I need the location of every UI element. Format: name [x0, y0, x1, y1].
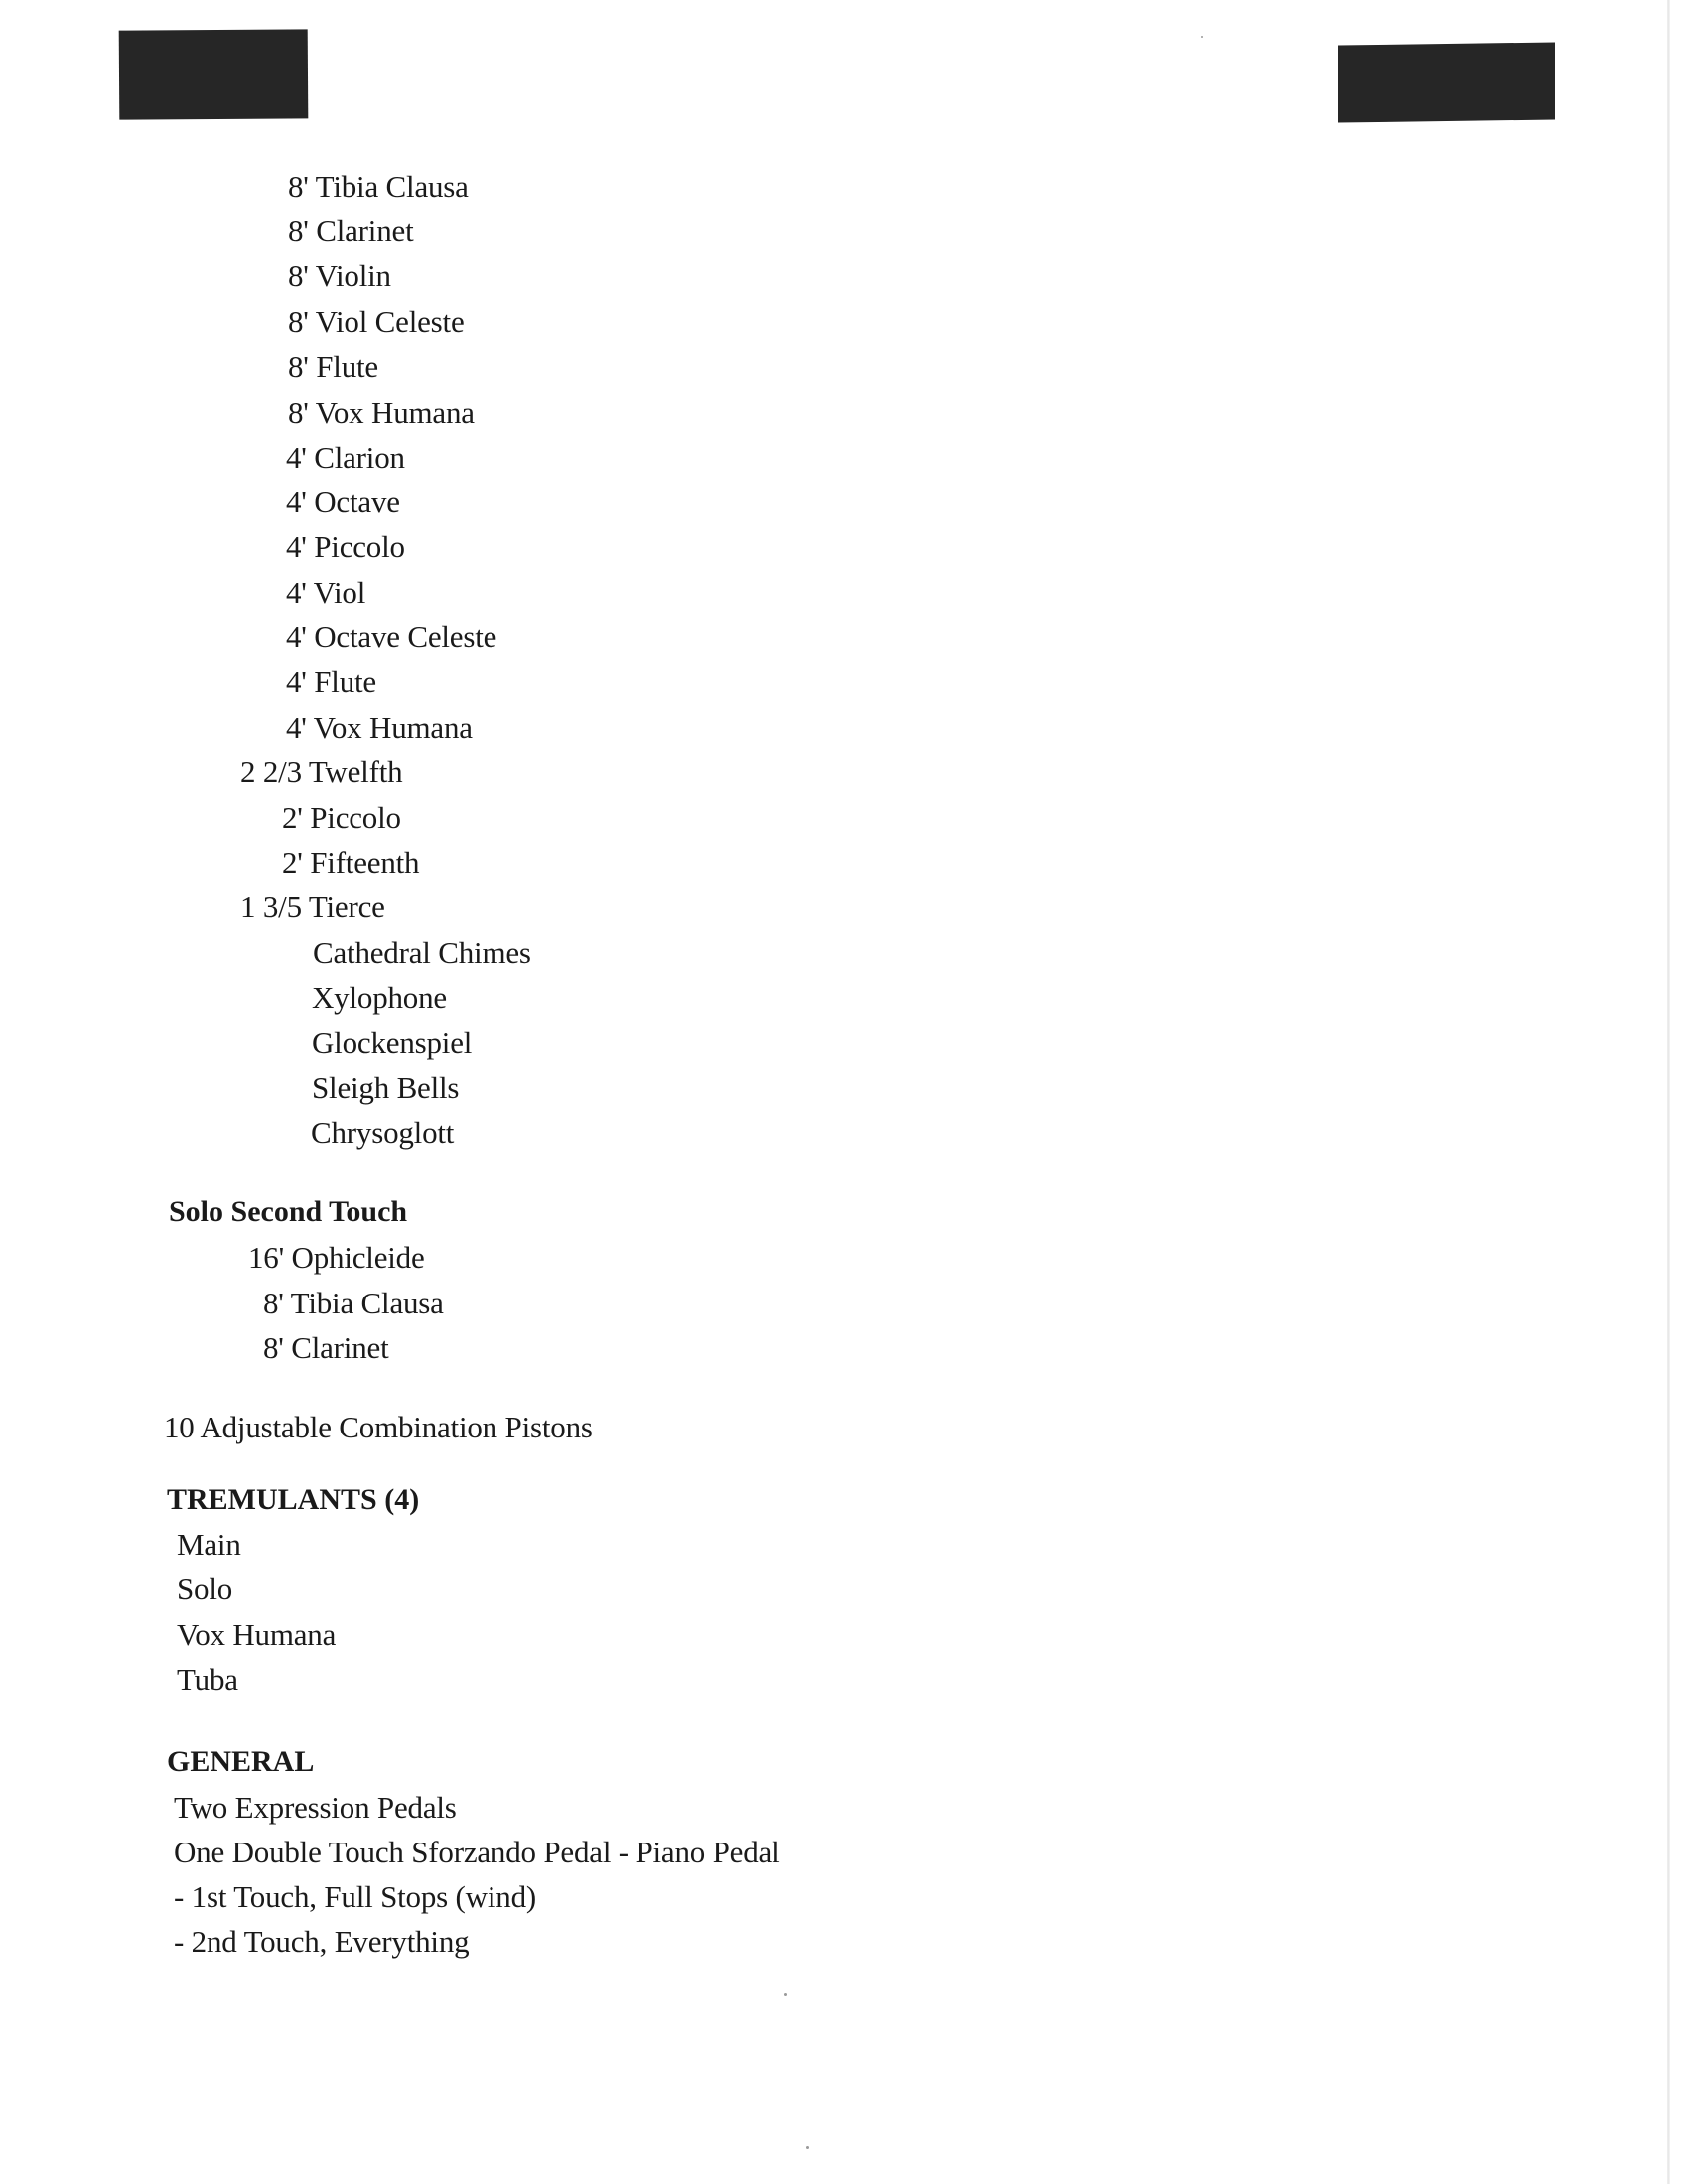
stop-list-item: 2' Piccolo [282, 800, 401, 835]
stop-list-item: Cathedral Chimes [313, 935, 531, 970]
general-item: One Double Touch Sforzando Pedal - Piano Pedal [174, 1835, 780, 1869]
stop-list-item: 4' Viol [286, 575, 366, 610]
stop-list-item: 4' Vox Humana [286, 710, 473, 745]
general-item: Two Expression Pedals [174, 1790, 457, 1825]
tremulant-item: Tuba [177, 1662, 238, 1697]
stop-list-item: 8' Violin [288, 258, 391, 293]
stop-list-item: 4' Octave [286, 484, 400, 519]
stop-list-item: 8' Flute [288, 349, 378, 384]
tremulants-heading: TREMULANTS (4) [167, 1483, 420, 1516]
general-item: - 2nd Touch, Everything [174, 1924, 470, 1959]
general-item: - 1st Touch, Full Stops (wind) [174, 1879, 537, 1914]
stop-list-item: 4' Octave Celeste [286, 619, 497, 654]
solo-second-touch-heading: Solo Second Touch [169, 1195, 408, 1228]
scan-speck [784, 1993, 787, 1996]
tremulant-item: Solo [177, 1571, 233, 1606]
stop-list-item: 4' Piccolo [286, 529, 405, 564]
tremulant-item: Main [177, 1527, 241, 1562]
redaction-block-right [1338, 42, 1555, 122]
solo-second-touch-item: 16' Ophicleide [248, 1240, 425, 1275]
solo-second-touch-item: 8' Clarinet [263, 1330, 389, 1365]
stop-list-item: Sleigh Bells [312, 1070, 460, 1105]
stop-list-item: 2' Fifteenth [282, 845, 420, 880]
stop-list-item: 8' Vox Humana [288, 395, 475, 430]
stop-list-item: 8' Tibia Clausa [288, 169, 469, 204]
scan-page-edge [1667, 0, 1670, 2184]
stop-list-item: 1 3/5 Tierce [240, 889, 385, 924]
tremulant-item: Vox Humana [177, 1617, 337, 1652]
solo-second-touch-item: 8' Tibia Clausa [263, 1286, 444, 1320]
pistons-line: 10 Adjustable Combination Pistons [164, 1410, 593, 1444]
stop-list-item: 4' Flute [286, 664, 376, 699]
stop-list-item: Chrysoglott [311, 1115, 455, 1150]
redaction-block-left [119, 29, 309, 119]
scan-speck [806, 2146, 809, 2149]
general-heading: GENERAL [167, 1745, 315, 1778]
stop-list-item: 2 2/3 Twelfth [240, 754, 403, 789]
stop-list-item: 4' Clarion [286, 440, 405, 475]
scan-speck [1201, 36, 1203, 38]
stop-list-item: 8' Viol Celeste [288, 304, 465, 339]
stop-list-item: Xylophone [312, 980, 447, 1015]
stop-list-item: 8' Clarinet [288, 213, 414, 248]
stop-list-item: Glockenspiel [312, 1025, 473, 1060]
